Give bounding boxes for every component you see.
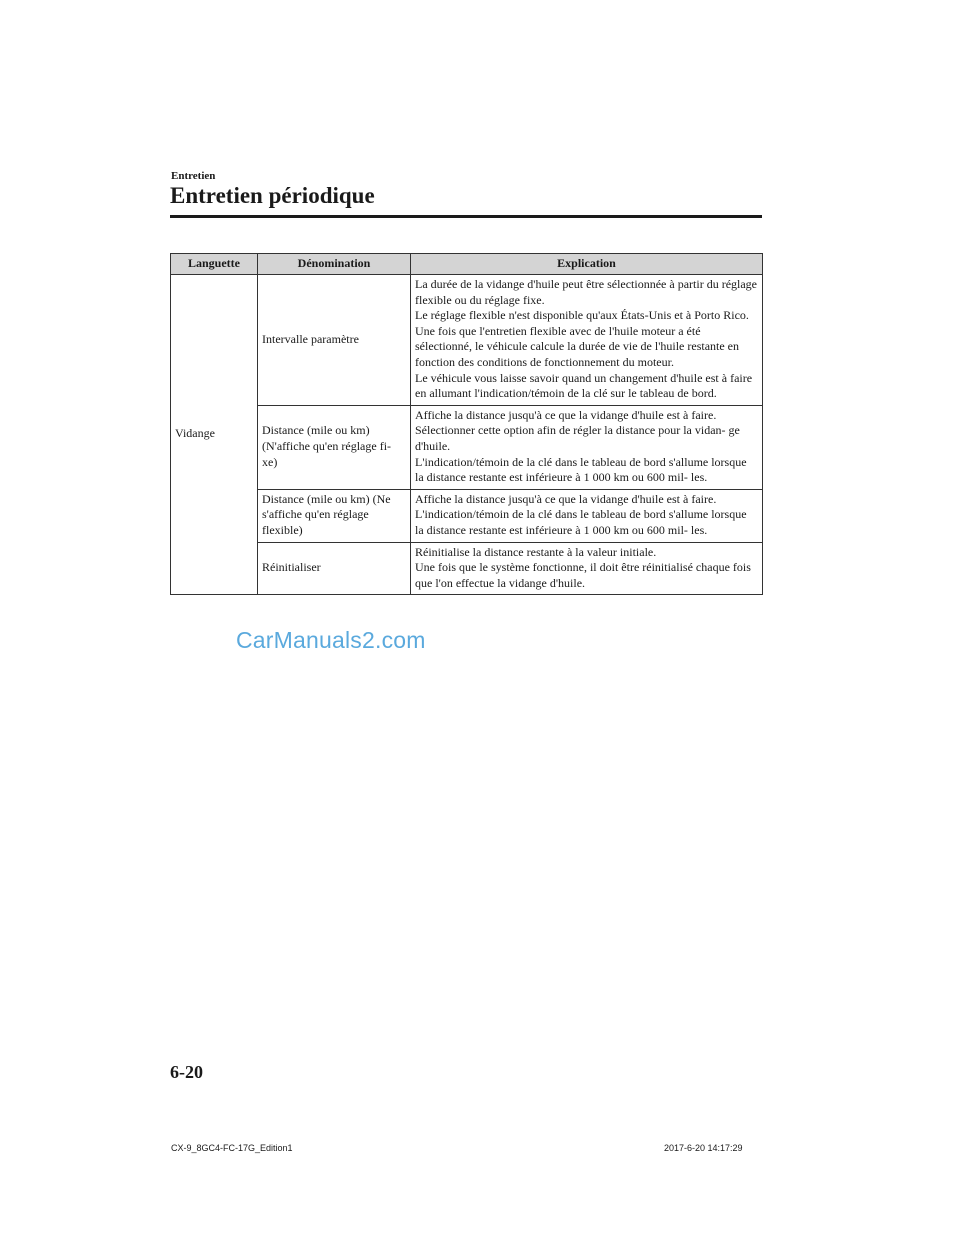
edition-label: CX-9_8GC4-FC-17G_Edition1	[171, 1143, 293, 1153]
name-cell: Intervalle paramètre	[258, 275, 411, 406]
explanation-cell	[411, 405, 763, 489]
print-timestamp: 2017-6-20 14:17:29	[664, 1143, 743, 1153]
watermark-text: CarManuals2.com	[236, 627, 426, 653]
name-cell: Distance (mile ou km) (N'affiche qu'en réglage fi- xe)	[258, 405, 411, 489]
explanation-cell	[411, 542, 763, 595]
explanation-cell	[411, 489, 763, 542]
table-row	[171, 275, 763, 406]
explanation-line: Le véhicule vous laisse savoir quand un changement d'huile est à faire en allumant l'indication/témoin de la clé sur le tableau de bord.	[415, 370, 753, 401]
explanation-line: Une fois que le système fonctionne, il doit être réinitialisé chaque fois que l'on effectue la vidange d'huile.	[415, 560, 751, 590]
explanation-line: La durée de la vidange d'huile peut être sélectionnée à partir du réglage flexible ou du réglage fixe.	[415, 277, 757, 307]
explanation-line: Réinitialise la distance restante à la valeur initiale.	[415, 544, 657, 559]
explanation-cell	[411, 275, 763, 406]
section-label: Entretien	[171, 170, 216, 182]
column-header-name: Dénomination	[258, 254, 411, 275]
column-header-tab: Languette	[171, 254, 258, 275]
name-cell: Réinitialiser	[258, 542, 411, 595]
explanation-line: Sélectionner cette option afin de régler la distance pour la vidan- ge d'huile.	[415, 423, 740, 453]
explanation-line: Affiche la distance jusqu'à ce que la vidange d'huile est à faire.	[415, 407, 717, 422]
explanation-line: L'indication/témoin de la clé dans le tableau de bord s'allume lorsque la distance restante est inférieure à 1 000 km ou 600 mil- les.	[415, 507, 747, 537]
table-row	[171, 542, 763, 595]
explanation-line: Le réglage flexible n'est disponible qu'aux États-Unis et à Porto Rico. Une fois que l'entretien flexible avec de l'huile moteur a été sélectionné, le véhicule calcule la durée de vie de l'huile restante en fonction des conditions de fonctionnement du moteur.	[415, 308, 749, 369]
table-row	[171, 405, 763, 489]
explanation-line: L'indication/témoin de la clé dans le tableau de bord s'allume lorsque la distance restante est inférieure à 1 000 km ou 600 mil- les.	[415, 454, 747, 485]
tab-cell: Vidange	[171, 275, 258, 595]
name-cell: Distance (mile ou km) (Ne s'affiche qu'en réglage flexible)	[258, 489, 411, 542]
title-rule	[170, 215, 762, 218]
page-title: Entretien périodique	[170, 183, 375, 208]
table-header-row	[171, 254, 763, 275]
table-row	[171, 489, 763, 542]
page-number: 6-20	[170, 1062, 203, 1082]
maintenance-table	[170, 253, 763, 595]
explanation-line: Affiche la distance jusqu'à ce que la vidange d'huile est à faire.	[415, 491, 717, 506]
column-header-explanation: Explication	[411, 254, 763, 275]
